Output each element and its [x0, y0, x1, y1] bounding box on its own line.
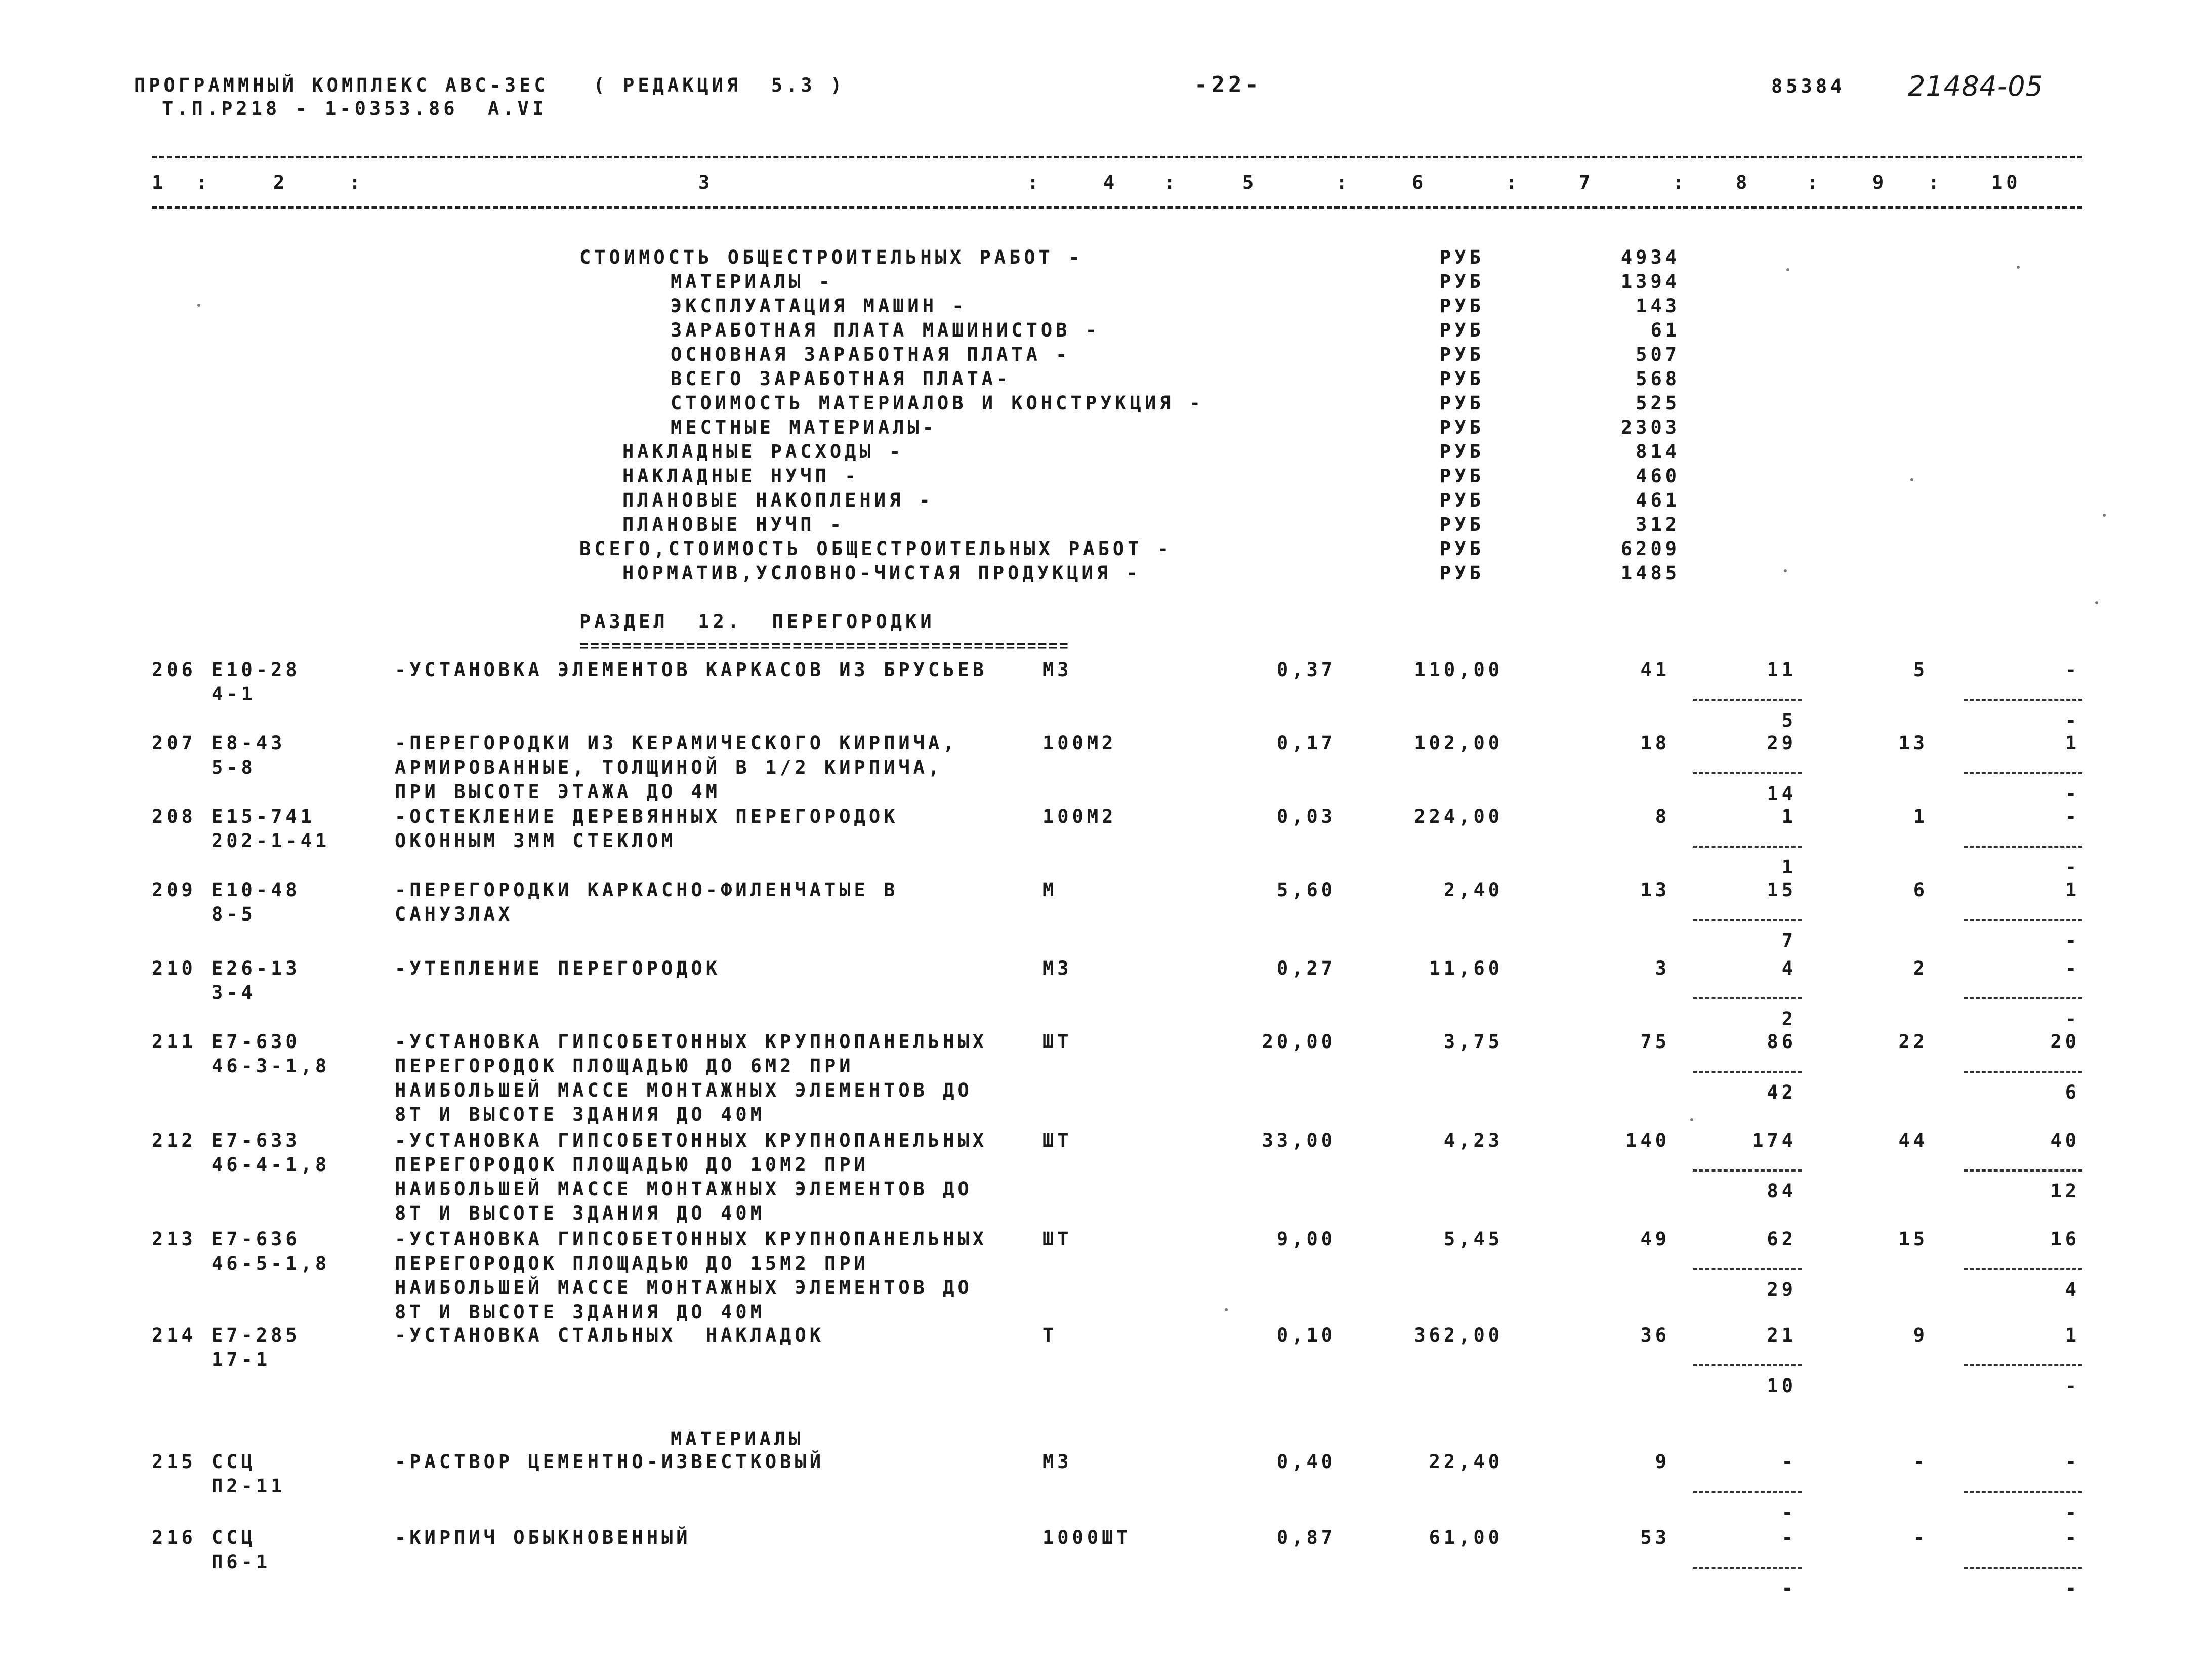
- summary-value: 1485: [1620, 562, 1680, 584]
- col-header-4: 4: [1103, 172, 1118, 193]
- summary-unit: РУБ: [1440, 538, 1484, 560]
- item-col10: 40: [2050, 1130, 2080, 1151]
- item-col10-sub: -: [2065, 1375, 2080, 1397]
- item-unit: М3: [1042, 957, 1072, 979]
- item-unit: ШТ: [1042, 1130, 1072, 1151]
- item-col8: 15: [1767, 879, 1797, 901]
- item-quantity: 9,00: [1276, 1228, 1336, 1250]
- item-code: Е15-741: [212, 806, 315, 827]
- item-quantity: 0,37: [1276, 659, 1336, 681]
- item-number: 213: [152, 1228, 196, 1250]
- summary-unit: РУБ: [1440, 319, 1484, 341]
- item-col8-sub: 14: [1767, 783, 1797, 805]
- item-col8-sub: 5: [1781, 709, 1797, 731]
- item-total: 75: [1640, 1031, 1670, 1053]
- item-col8: 86: [1767, 1031, 1797, 1053]
- scan-speck: [1784, 569, 1787, 572]
- col-sep: :: [1807, 172, 1822, 193]
- item-col8-sub: 84: [1767, 1180, 1797, 1202]
- item-description-line: -УСТАНОВКА ГИПСОБЕТОННЫХ КРУПНОПАНЕЛЬНЫХ: [395, 1130, 988, 1151]
- col-sep: :: [1673, 172, 1688, 193]
- summary-label: СТОИМОСТЬ МАТЕРИАЛОВ И КОНСТРУКЦИЯ -: [671, 392, 1204, 414]
- summary-unit: РУБ: [1440, 368, 1484, 390]
- subtotal-rule: [1693, 1567, 1802, 1569]
- item-col8-sub: 10: [1767, 1375, 1797, 1397]
- summary-label: ВСЕГО,СТОИМОСТЬ ОБЩЕСТРОИТЕЛЬНЫХ РАБОТ -: [579, 538, 1173, 560]
- item-quantity: 33,00: [1262, 1130, 1336, 1151]
- subtotal-rule: [1693, 1169, 1802, 1172]
- summary-value: 507: [1636, 344, 1680, 365]
- item-quantity: 0,27: [1276, 957, 1336, 979]
- col-header-2: 2: [273, 172, 288, 193]
- item-unit: 100М2: [1042, 806, 1117, 827]
- summary-unit: РУБ: [1440, 295, 1484, 317]
- item-col8-sub: 2: [1781, 1008, 1797, 1030]
- summary-label: МЕСТНЫЕ МАТЕРИАЛЫ-: [671, 416, 937, 438]
- section-title: РАЗДЕЛ 12. ПЕРЕГОРОДКИ: [579, 611, 935, 633]
- item-code-sub: П2-11: [212, 1475, 286, 1497]
- summary-label: СТОИМОСТЬ ОБЩЕСТРОИТЕЛЬНЫХ РАБОТ -: [579, 246, 1083, 268]
- item-number: 214: [152, 1324, 196, 1346]
- summary-value: 525: [1636, 392, 1680, 414]
- item-unit: 100М2: [1042, 732, 1117, 754]
- item-col8: 4: [1781, 957, 1797, 979]
- item-col8: 11: [1767, 659, 1797, 681]
- item-col9: 13: [1898, 732, 1928, 754]
- item-description-line: -КИРПИЧ ОБЫКНОВЕННЫЙ: [395, 1527, 691, 1549]
- item-col10-sub: -: [2065, 1501, 2080, 1523]
- summary-value: 1394: [1620, 271, 1680, 292]
- summary-label: ПЛАНОВЫЕ НАКОПЛЕНИЯ -: [622, 489, 934, 511]
- subtotal-rule: [1964, 1268, 2082, 1270]
- item-description-line: ОКОННЫМ 3ММ СТЕКЛОМ: [395, 830, 677, 852]
- summary-value: 461: [1636, 489, 1680, 511]
- item-col10: 1: [2065, 1324, 2080, 1346]
- item-code-sub: 4-1: [212, 683, 256, 705]
- materials-heading: МАТЕРИАЛЫ: [671, 1428, 804, 1450]
- item-code: Е7-285: [212, 1324, 301, 1346]
- item-col8: 62: [1767, 1228, 1797, 1250]
- header-rule-bottom: [152, 206, 2082, 209]
- item-code: Е8-43: [212, 732, 286, 754]
- item-total: 41: [1640, 659, 1670, 681]
- item-description-line: АРМИРОВАННЫЕ, ТОЛЩИНОЙ В 1/2 КИРПИЧА,: [395, 757, 943, 778]
- item-col9: 1: [1913, 806, 1928, 827]
- item-price: 3,75: [1443, 1031, 1503, 1053]
- subtotal-rule: [1693, 846, 1802, 848]
- item-code-sub: 8-5: [212, 903, 256, 925]
- item-description-line: ПРИ ВЫСОТЕ ЭТАЖА ДО 4М: [395, 781, 721, 803]
- item-col10-sub: -: [2065, 709, 2080, 731]
- item-col10: 1: [2065, 732, 2080, 754]
- summary-value: 2303: [1620, 416, 1680, 438]
- summary-label: НОРМАТИВ,УСЛОВНО-ЧИСТАЯ ПРОДУКЦИЯ -: [622, 562, 1141, 584]
- item-description-line: САНУЗЛАХ: [395, 903, 514, 925]
- summary-label: ВСЕГО ЗАРАБОТНАЯ ПЛАТА-: [671, 368, 1012, 390]
- col-header-6: 6: [1412, 172, 1427, 193]
- item-col10-sub: -: [2065, 1008, 2080, 1030]
- summary-unit: РУБ: [1440, 465, 1484, 487]
- item-col10: 16: [2050, 1228, 2080, 1250]
- item-col8: 29: [1767, 732, 1797, 754]
- item-total: 8: [1655, 806, 1670, 827]
- item-description-line: -РАСТВОР ЦЕМЕНТНО-ИЗВЕСТКОВЫЙ: [395, 1451, 825, 1473]
- summary-label: ОСНОВНАЯ ЗАРАБОТНАЯ ПЛАТА -: [671, 344, 1071, 365]
- col-sep: :: [1506, 172, 1521, 193]
- item-col8-sub: -: [1781, 1577, 1797, 1599]
- section-underline: ==============================================: [579, 637, 1070, 655]
- item-unit: ШТ: [1042, 1031, 1072, 1053]
- item-unit: М3: [1042, 659, 1072, 681]
- item-total: 3: [1655, 957, 1670, 979]
- scan-speck: [1690, 1118, 1693, 1121]
- item-price: 102,00: [1414, 732, 1503, 754]
- summary-label: ЗАРАБОТНАЯ ПЛАТА МАШИНИСТОВ -: [671, 319, 1101, 341]
- subtotal-rule: [1693, 919, 1802, 921]
- col-sep: :: [1164, 172, 1179, 193]
- item-number: 210: [152, 957, 196, 979]
- item-price: 11,60: [1429, 957, 1503, 979]
- subtotal-rule: [1693, 1491, 1802, 1493]
- summary-unit: РУБ: [1440, 271, 1484, 292]
- summary-unit: РУБ: [1440, 392, 1484, 414]
- item-col8: 174: [1752, 1130, 1797, 1151]
- item-price: 362,00: [1414, 1324, 1503, 1346]
- item-description-line: -УСТАНОВКА СТАЛЬНЫХ НАКЛАДОК: [395, 1324, 825, 1346]
- item-code-sub: 46-4-1,8: [212, 1154, 330, 1176]
- summary-value: 61: [1650, 319, 1680, 341]
- item-description-line: ПЕРЕГОРОДОК ПЛОЩАДЬЮ ДО 10М2 ПРИ: [395, 1154, 869, 1176]
- summary-label: МАТЕРИАЛЫ -: [671, 271, 834, 292]
- item-code-sub: 5-8: [212, 757, 256, 778]
- item-col8: -: [1781, 1527, 1797, 1549]
- subtotal-rule: [1964, 699, 2082, 701]
- item-col9: 15: [1898, 1228, 1928, 1250]
- summary-label: ПЛАНОВЫЕ НУЧП -: [622, 514, 845, 535]
- summary-value: 460: [1636, 465, 1680, 487]
- scan-speck: [2017, 266, 2020, 269]
- col-sep: :: [1336, 172, 1351, 193]
- header-rule-top: [152, 156, 2082, 158]
- item-number: 211: [152, 1031, 196, 1053]
- item-price: 2,40: [1443, 879, 1503, 901]
- item-price: 110,00: [1414, 659, 1503, 681]
- item-col10: -: [2065, 806, 2080, 827]
- col-header-7: 7: [1579, 172, 1594, 193]
- project-code: Т.П.Р218 - 1-0353.86 А.VI: [162, 98, 548, 119]
- item-description-line: -УСТАНОВКА ГИПСОБЕТОННЫХ КРУПНОПАНЕЛЬНЫХ: [395, 1228, 988, 1250]
- item-price: 22,40: [1429, 1451, 1503, 1473]
- item-description-line: -УСТАНОВКА ЭЛЕМЕНТОВ КАРКАСОВ ИЗ БРУСЬЕВ: [395, 659, 988, 681]
- item-unit: ШТ: [1042, 1228, 1072, 1250]
- item-col9: 2: [1913, 957, 1928, 979]
- item-total: 49: [1640, 1228, 1670, 1250]
- item-col10-sub: -: [2065, 930, 2080, 951]
- subtotal-rule: [1693, 1071, 1802, 1073]
- item-col8: 21: [1767, 1324, 1797, 1346]
- item-col10-sub: 6: [2065, 1081, 2080, 1103]
- item-col10: -: [2065, 957, 2080, 979]
- item-unit: М: [1042, 879, 1058, 901]
- item-col8-sub: 7: [1781, 930, 1797, 951]
- subtotal-rule: [1964, 919, 2082, 921]
- handwritten-inventory-number: 21484-05: [1908, 70, 2043, 102]
- item-col8-sub: 1: [1781, 856, 1797, 878]
- item-price: 5,45: [1443, 1228, 1503, 1250]
- summary-unit: РУБ: [1440, 416, 1484, 438]
- scan-speck: [1910, 478, 1913, 481]
- item-number: 206: [152, 659, 196, 681]
- item-code: Е7-630: [212, 1031, 301, 1053]
- item-code: ССЦ: [212, 1451, 256, 1473]
- item-description-line: НАИБОЛЬШЕЙ МАССЕ МОНТАЖНЫХ ЭЛЕМЕНТОВ ДО: [395, 1079, 973, 1101]
- item-col9: -: [1913, 1527, 1928, 1549]
- item-col10-sub: 12: [2050, 1180, 2080, 1202]
- item-description-line: 8Т И ВЫСОТЕ ЗДАНИЯ ДО 40М: [395, 1202, 765, 1224]
- item-number: 209: [152, 879, 196, 901]
- item-quantity: 5,60: [1276, 879, 1336, 901]
- col-sep: :: [349, 172, 364, 193]
- item-total: 140: [1625, 1130, 1670, 1151]
- subtotal-rule: [1693, 997, 1802, 999]
- scan-speck: [2095, 601, 2098, 604]
- summary-unit: РУБ: [1440, 514, 1484, 535]
- item-description-line: НАИБОЛЬШЕЙ МАССЕ МОНТАЖНЫХ ЭЛЕМЕНТОВ ДО: [395, 1178, 973, 1200]
- item-code: Е7-633: [212, 1130, 301, 1151]
- summary-label: НАКЛАДНЫЕ НУЧП -: [622, 465, 860, 487]
- subtotal-rule: [1693, 1268, 1802, 1270]
- item-col10-sub: -: [2065, 1577, 2080, 1599]
- item-number: 208: [152, 806, 196, 827]
- item-total: 53: [1640, 1527, 1670, 1549]
- summary-value: 814: [1636, 441, 1680, 463]
- summary-label: НАКЛАДНЫЕ РАСХОДЫ -: [622, 441, 904, 463]
- subtotal-rule: [1964, 1364, 2082, 1366]
- subtotal-rule: [1964, 1567, 2082, 1569]
- item-number: 215: [152, 1451, 196, 1473]
- col-header-9: 9: [1872, 172, 1888, 193]
- summary-unit: РУБ: [1440, 441, 1484, 463]
- col-header-5: 5: [1242, 172, 1258, 193]
- scan-speck: [2103, 514, 2106, 517]
- item-col8-sub: 29: [1767, 1279, 1797, 1301]
- summary-unit: РУБ: [1440, 489, 1484, 511]
- item-number: 207: [152, 732, 196, 754]
- subtotal-rule: [1693, 772, 1802, 774]
- item-code-sub: 202-1-41: [212, 830, 330, 852]
- item-quantity: 0,40: [1276, 1451, 1336, 1473]
- col-sep: 1 :: [152, 172, 212, 193]
- item-price: 224,00: [1414, 806, 1503, 827]
- item-col10: 1: [2065, 879, 2080, 901]
- item-code-sub: 46-5-1,8: [212, 1252, 330, 1274]
- item-quantity: 20,00: [1262, 1031, 1336, 1053]
- item-col10-sub: 4: [2065, 1279, 2080, 1301]
- item-unit: Т: [1042, 1324, 1058, 1346]
- item-col10: -: [2065, 659, 2080, 681]
- item-description-line: -УТЕПЛЕНИЕ ПЕРЕГОРОДОК: [395, 957, 721, 979]
- item-code: Е26-13: [212, 957, 301, 979]
- summary-unit: РУБ: [1440, 246, 1484, 268]
- item-description-line: 8Т И ВЫСОТЕ ЗДАНИЯ ДО 40М: [395, 1104, 765, 1125]
- item-price: 61,00: [1429, 1527, 1503, 1549]
- summary-value: 143: [1636, 295, 1680, 317]
- item-code: Е7-636: [212, 1228, 301, 1250]
- item-col10: -: [2065, 1451, 2080, 1473]
- item-col8-sub: -: [1781, 1501, 1797, 1523]
- item-description-line: -ОСТЕКЛЕНИЕ ДЕРЕВЯННЫХ ПЕРЕГОРОДОК: [395, 806, 899, 827]
- item-code-sub: 17-1: [212, 1349, 271, 1370]
- item-col10-sub: -: [2065, 783, 2080, 805]
- summary-value: 568: [1636, 368, 1680, 390]
- item-col9: 22: [1898, 1031, 1928, 1053]
- item-quantity: 0,17: [1276, 732, 1336, 754]
- item-number: 216: [152, 1527, 196, 1549]
- summary-value: 4934: [1620, 246, 1680, 268]
- page-number: -22-: [1194, 72, 1262, 98]
- item-description-line: -УСТАНОВКА ГИПСОБЕТОННЫХ КРУПНОПАНЕЛЬНЫХ: [395, 1031, 988, 1053]
- item-col9: 44: [1898, 1130, 1928, 1151]
- item-col8: 1: [1781, 806, 1797, 827]
- summary-unit: РУБ: [1440, 344, 1484, 365]
- item-col9: 9: [1913, 1324, 1928, 1346]
- col-header-3: 3: [698, 172, 714, 193]
- item-unit: М3: [1042, 1451, 1072, 1473]
- item-unit: 1000ШТ: [1042, 1527, 1132, 1549]
- item-quantity: 0,10: [1276, 1324, 1336, 1346]
- col-header-10: 10: [1991, 172, 2021, 193]
- item-col9: -: [1913, 1451, 1928, 1473]
- item-col8: -: [1781, 1451, 1797, 1473]
- item-code: ССЦ: [212, 1527, 256, 1549]
- item-description-line: 8Т И ВЫСОТЕ ЗДАНИЯ ДО 40М: [395, 1301, 765, 1323]
- item-description-line: НАИБОЛЬШЕЙ МАССЕ МОНТАЖНЫХ ЭЛЕМЕНТОВ ДО: [395, 1277, 973, 1299]
- item-col10-sub: -: [2065, 856, 2080, 878]
- item-total: 36: [1640, 1324, 1670, 1346]
- col-sep: :: [1928, 172, 1943, 193]
- subtotal-rule: [1964, 846, 2082, 848]
- item-code-sub: П6-1: [212, 1551, 271, 1573]
- item-code-sub: 46-3-1,8: [212, 1055, 330, 1077]
- item-price: 4,23: [1443, 1130, 1503, 1151]
- scan-speck: [1225, 1308, 1228, 1311]
- item-col9: 5: [1913, 659, 1928, 681]
- col-sep: :: [1027, 172, 1042, 193]
- summary-label: ЭКСПЛУАТАЦИЯ МАШИН -: [671, 295, 967, 317]
- item-code: Е10-48: [212, 879, 301, 901]
- item-quantity: 0,87: [1276, 1527, 1336, 1549]
- item-description-line: ПЕРЕГОРОДОК ПЛОЩАДЬЮ ДО 6М2 ПРИ: [395, 1055, 854, 1077]
- program-name: ПРОГРАММНЫЙ КОМПЛЕКС АВС-3ЕС ( РЕДАКЦИЯ 5.3 ): [134, 74, 846, 96]
- subtotal-rule: [1964, 1071, 2082, 1073]
- item-description-line: ПЕРЕГОРОДОК ПЛОЩАДЬЮ ДО 15М2 ПРИ: [395, 1252, 869, 1274]
- item-col8-sub: 42: [1767, 1081, 1797, 1103]
- subtotal-rule: [1964, 1169, 2082, 1172]
- scan-speck: [197, 304, 200, 307]
- summary-unit: РУБ: [1440, 562, 1484, 584]
- item-code: Е10-28: [212, 659, 301, 681]
- summary-value: 312: [1636, 514, 1680, 535]
- item-description-line: -ПЕРЕГОРОДКИ ИЗ КЕРАМИЧЕСКОГО КИРПИЧА,: [395, 732, 958, 754]
- item-quantity: 0,03: [1276, 806, 1336, 827]
- scan-speck: [1786, 268, 1789, 271]
- document-code: 85384: [1771, 75, 1846, 97]
- item-col10: 20: [2050, 1031, 2080, 1053]
- col-header-8: 8: [1736, 172, 1751, 193]
- item-col9: 6: [1913, 879, 1928, 901]
- subtotal-rule: [1693, 1364, 1802, 1366]
- item-total: 13: [1640, 879, 1670, 901]
- item-number: 212: [152, 1130, 196, 1151]
- item-col10: -: [2065, 1527, 2080, 1549]
- item-total: 9: [1655, 1451, 1670, 1473]
- subtotal-rule: [1964, 997, 2082, 999]
- subtotal-rule: [1693, 699, 1802, 701]
- item-description-line: -ПЕРЕГОРОДКИ КАРКАСНО-ФИЛЕНЧАТЫЕ В: [395, 879, 899, 901]
- subtotal-rule: [1964, 772, 2082, 774]
- summary-value: 6209: [1620, 538, 1680, 560]
- subtotal-rule: [1964, 1491, 2082, 1493]
- item-code-sub: 3-4: [212, 982, 256, 1003]
- item-total: 18: [1640, 732, 1670, 754]
